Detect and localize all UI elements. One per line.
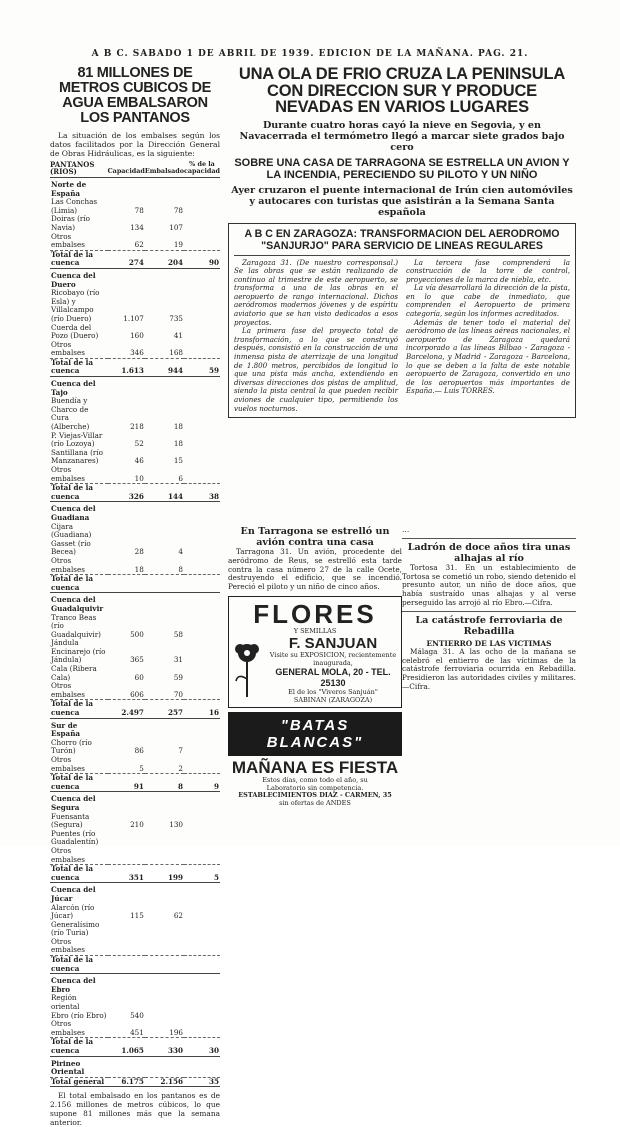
capacity-cell: 5 [139,763,144,773]
reservoir-name: Otros embalses [51,1019,85,1037]
table-row [50,198,220,215]
percent-cell [184,614,220,640]
capacity-cell: 540 [130,1010,144,1020]
zaragoza-body [234,259,570,414]
percent-cell [184,575,220,593]
percent-cell [184,449,220,466]
capacity-cell [108,792,145,813]
table-row [50,557,220,575]
flores-phone: GENERAL MOLA, 20 - TEL. 25130 [275,667,391,689]
stored-cell: 2 [178,763,183,773]
percent-cell [184,593,220,614]
table-row [50,1038,220,1056]
stored-cell [145,718,184,739]
flower-icon [232,641,262,699]
stored-cell: 2.156 [145,1077,184,1087]
stored-cell [145,938,184,956]
table-row [50,268,220,289]
percent-cell [184,289,220,323]
reservoir-name: Cuenca del Guadalquivir [51,595,104,613]
table-row [50,215,220,232]
stored-cell: 15 [173,456,183,466]
stored-cell [145,593,184,614]
table-row [50,1056,220,1077]
percent-cell: 9 [184,774,220,792]
lower-left-column [228,526,402,807]
capacity-cell: 500 [130,629,144,639]
stored-cell: 144 [145,484,184,502]
reservoir-name: Cuerda del Pozo (Duero) [51,322,99,341]
table-row [50,813,220,830]
capacity-cell [108,502,145,523]
percent-cell [184,523,220,540]
table-row [50,718,220,739]
reservoir-name: Cala (Ribera Cala) [51,664,97,682]
capacity-cell [108,268,145,289]
stored-cell [145,377,184,398]
percent-cell [184,830,220,847]
capacity-cell: 160 [130,331,144,341]
reservoirs-footnote: El total embalsado en los pantanos es de 2.156 millones de metros cúbicos, lo que supone 81 millones más que la semana anterior. [50,1091,220,1127]
reservoirs-intro: La situación de los embalses según los datos facilitados por la Dirección General de Obras Hidráulicas, es la siguiente: [50,131,220,158]
table-row [50,324,220,341]
capacity-cell: 62 [134,240,144,250]
capacity-cell: 210 [130,820,144,830]
stored-cell [145,792,184,813]
table-header-stored: Embalsado [145,161,184,178]
robbery-text: Tortosa 31. En un establecimiento de Tortosa se cometió un robo, siendo detenido el presunto autor, un niño de doce años, que había sustraído unas alhajas y al verse perseguido las arrojó al río Ebro.—Cifra. [402,562,576,607]
reservoir-name: Norte de España [51,180,87,198]
table-row [50,614,220,640]
table-header-percent: % de la capacidad [184,161,220,178]
table-row [50,830,220,847]
percent-cell [184,432,220,449]
table-row [50,178,220,199]
table-row [50,341,220,359]
table-row [50,466,220,484]
percent-cell: 30 [184,1038,220,1056]
percent-cell [184,324,220,341]
stored-cell: 257 [145,700,184,718]
table-row [50,700,220,718]
capacity-cell [108,921,145,938]
percent-cell [184,792,220,813]
percent-cell [184,847,220,865]
capacity-cell: 91 [108,774,145,792]
capacity-cell: 60 [134,672,144,682]
stored-cell: 41 [173,331,183,341]
cold-wave-headline: UNA OLA DE FRIO CRUZA LA PENINSULA CON DIRECCION SUR Y PRODUCE NEVADAS EN VARIOS LUGARES [238,65,566,116]
percent-cell [184,215,220,232]
reservoir-name: Generalísimo (río Turia) [51,919,100,938]
stored-cell [145,847,184,865]
stored-cell: 6 [178,473,183,483]
reservoir-name: Pirineo Oriental [51,1058,85,1077]
flores-subtitle: Y SEMILLAS [293,626,337,635]
tarragona-text: Tarragona 31. Un avión, procedente del aeródromo de Reus, se estrelló esta tarde contra la casa número 27 de la calle Ocete, destruyendo el edificio, que se incendió. Pereció el piloto y un niño de cinco años. [228,547,402,592]
lower-right-column [402,526,576,692]
stored-cell: 58 [173,629,183,639]
reservoir-name: Otros embalses [51,339,85,358]
stored-cell: 70 [173,689,183,699]
stored-cell [145,956,184,974]
table-header-name: PANTANOS (RIOS) [50,161,108,178]
reservoir-name: Cuenca del Tajo [51,379,96,397]
manana-title: MAÑANA ES FIESTA [231,758,399,778]
table-header-capacity: Capacidad [108,161,145,178]
reservoir-name: Cuenca del Duero [51,270,96,289]
capacity-cell: 346 [130,348,144,358]
stored-cell [145,994,184,1011]
capacity-cell [108,593,145,614]
percent-cell [184,466,220,484]
capacity-cell [108,938,145,956]
stored-cell: 204 [145,250,184,268]
tarragona-continuation: … [402,525,410,534]
reservoir-name: Total de la cuenca [50,956,108,974]
stored-cell [145,1012,184,1021]
capacity-cell: 218 [130,422,144,432]
zaragoza-paragraph: La tercera fase comprenderá la construcción de la torre de control, proyecciones de la marca de niebla, etc. [406,257,570,284]
table-row [50,938,220,956]
reservoir-name: Total de la cuenca [50,700,108,718]
capacity-cell [108,974,145,995]
reservoir-name: Cuenca del Ebro [51,976,96,994]
table-row [50,639,220,665]
table-row [50,904,220,921]
table-row [50,593,220,614]
zaragoza-paragraph: Además de tener todo el material del aeródromo de las líneas aéreas nacionales, el aeropuerto de Zaragoza quedará incorporado a las líneas Bilbao - Zaragoza - Barcelona, y Madrid - Zaragoza - Barcelona, lo que se deben a la falta de este notable aeropuerto de Zaragoza, convertido en uno de los aeropuertos más importantes de España.— Luis TORRES. [406,317,570,396]
plane-crash-headline: SOBRE UNA CASA DE TARRAGONA SE ESTRELLA UN AVION Y LA INCENDIA, PERECIENDO SU PILOTO Y UN NIÑO [234,156,570,181]
stored-cell [145,268,184,289]
table-row [50,847,220,865]
reservoir-name: Otros embalses [51,845,85,864]
reservoir-name: Puentes (río Guadalentín) [51,828,99,847]
capacity-cell: 326 [108,484,145,502]
percent-cell: 5 [184,865,220,883]
reservoir-name: Total de la cuenca [50,358,108,376]
capacity-cell: 351 [108,865,145,883]
percent-cell [184,397,220,431]
reservoir-name: Otros embalses [51,465,85,483]
batas-blancas-ad: "BATAS BLANCAS" [228,712,402,756]
table-row [50,792,220,813]
capacity-cell: 1.107 [123,313,144,323]
reservoir-name: Buendía y Charco de Cura (Alberche) [51,396,90,432]
capacity-cell: 2.497 [108,700,145,718]
capacity-cell: 28 [134,547,144,557]
manana-line1: Estos días, como todo el año, su [262,776,368,785]
stored-cell: 168 [169,348,183,358]
manana-line4: sin ofertas de ANDES [279,798,351,807]
flores-brand: FLORES [253,598,377,629]
reservoir-name: Otros embalses [51,555,85,574]
capacity-cell: 365 [130,655,144,665]
flores-ad [228,596,402,709]
reservoir-name: Jándula Encinarejo (río Jándula) [51,638,106,665]
table-row [50,1012,220,1021]
stored-cell [145,575,184,593]
stored-cell: 107 [169,222,183,232]
capacity-cell [108,178,145,199]
reservoir-name: Cuenca del Segura [51,794,96,812]
flores-line1: Visite su EXPOSICION, recientemente inaugurada, [269,651,397,667]
reservoir-name: Total de la cuenca [50,575,108,593]
stored-cell: 735 [169,313,183,323]
table-row [50,250,220,268]
table-row [50,682,220,700]
rail-subhead: ENTIERRO DE LAS VICTIMAS [426,638,552,648]
capacity-cell: 134 [130,222,144,232]
table-row [50,502,220,523]
reservoir-name: Total de la cuenca [50,774,108,792]
flores-line2: El de los "Viveros Sanjuán" [288,688,378,697]
reservoir-name: P. Viejas-Villar (río Lozoya) [51,430,103,449]
stored-cell [145,830,184,847]
cold-wave-section [228,66,576,418]
percent-cell: 38 [184,484,220,502]
table-row [50,484,220,502]
reservoirs-table [50,161,220,1087]
percent-cell [184,268,220,289]
reservoir-name: Ebro (río Ebro) [51,1010,107,1020]
stored-cell: 59 [173,672,183,682]
capacity-cell: 86 [134,746,144,756]
table-row [50,1077,220,1087]
capacity-cell: 78 [134,205,144,215]
percent-cell [184,938,220,956]
reservoir-name: Otros embalses [51,231,85,250]
table-row [50,974,220,995]
capacity-cell: 1.613 [108,358,145,376]
reservoir-name: Cuenca del Júcar [51,885,96,903]
percent-cell [184,1020,220,1038]
table-row [50,756,220,774]
reservoirs-column [50,66,220,1127]
percent-cell [184,956,220,974]
zaragoza-box [228,223,576,419]
capacity-cell: 18 [134,564,144,574]
robbery-headline: Ladrón de doce años tira unas alhajas al río [407,541,571,564]
percent-cell [184,502,220,523]
reservoir-name: Las Conchas (Limia) [51,197,98,215]
table-row [50,956,220,974]
reservoir-name: Total general [50,1077,108,1087]
capacity-cell: 274 [108,250,145,268]
capacity-cell [108,830,145,847]
stored-cell: 78 [173,205,183,215]
table-row [50,994,220,1011]
percent-cell [184,974,220,995]
zaragoza-paragraph: La primera fase del proyecto total de transformación, a lo que se construyó después, consistió en la construcción de una inmensa pista de aterrizaje de una longitud de 1.800 metros, percibidos de longitud lo que una pista más ancha, extendiendo en diversas direcciones dos pistas de amplitud, siendo la pista central la que pueden recibir aviones de cualquier tipo, permitiendo los vuelos nocturnos. [234,326,398,413]
table-row [50,1020,220,1038]
percent-cell: 90 [184,250,220,268]
reservoir-name: Total de la cuenca [50,1038,108,1056]
table-row [50,865,220,883]
stored-cell: 330 [145,1038,184,1056]
capacity-cell [108,377,145,398]
zaragoza-title: A B C EN ZARAGOZA: TRANSFORMACION DEL AERODROMO "SANJURJO" PARA SERVICIO DE LINEAS REGULARES [234,228,570,256]
capacity-cell: 46 [134,456,144,466]
percent-cell [184,557,220,575]
flores-name: F. SANJUAN [288,635,378,653]
capacity-cell [108,994,145,1011]
table-row [50,397,220,431]
percent-cell [184,883,220,904]
capacity-cell [108,847,145,865]
table-row [50,358,220,376]
rail-text: Málaga 31. A las ocho de la mañana se celebró el entierro de las víctimas de la catástrofe ferroviaria ocurrida en Rebadilla. Presidieron las autoridades civiles y militares.—Cifra. [402,646,576,691]
stored-cell: 62 [173,911,183,921]
reservoirs-headline: 81 MILLONES DE METROS CUBICOS DE AGUA EMBALSARON LOS PANTANOS [59,65,211,126]
percent-cell [184,813,220,830]
reservoir-name: Otros embalses [51,681,85,699]
stored-cell [145,974,184,995]
reservoir-name: Tranco Beas (río Guadalquivir) [51,612,101,639]
percent-cell: 35 [184,1077,220,1087]
percent-cell: 16 [184,700,220,718]
capacity-cell [108,883,145,904]
reservoir-name: Total de la cuenca [50,865,108,883]
reservoir-name: Total de la cuenca [50,250,108,268]
stored-cell: 18 [173,422,183,432]
stored-cell: 199 [145,865,184,883]
stored-cell: 196 [169,1027,183,1037]
table-row [50,774,220,792]
percent-cell [184,198,220,215]
table-row [50,432,220,449]
manana-line3: ESTABLECIMIENTOS DIAZ - CARMEN, 35 [238,791,392,800]
reservoir-name: Fuensanta (Segura) [51,811,90,830]
capacity-cell: 1.065 [108,1038,145,1056]
stored-cell [145,502,184,523]
percent-cell [184,921,220,938]
capacity-cell: 115 [130,911,144,921]
percent-cell [184,341,220,359]
stored-cell: 130 [169,820,183,830]
table-row [50,883,220,904]
reservoir-name: Chorro (río Turón) [51,737,92,756]
flores-address: SABINAN (ZARAGOZA) [293,695,373,704]
percent-cell [184,756,220,774]
table-row [50,449,220,466]
reservoir-name: Cijara (Guadiana) [51,521,92,540]
stored-cell: 4 [178,547,183,557]
stored-cell [145,178,184,199]
percent-cell [184,1056,220,1077]
cold-wave-subhead: Durante cuatro horas cayó la nieve en Segovia, y en Navacerrada el termómetro llegó a marcar siete grados bajo cero [239,119,565,153]
table-row [50,921,220,938]
percent-cell [184,739,220,756]
percent-cell: 59 [184,358,220,376]
percent-cell [184,639,220,665]
table-row [50,377,220,398]
capacity-cell [108,1056,145,1077]
percent-cell [184,994,220,1011]
percent-cell [184,682,220,700]
table-row [50,575,220,593]
percent-cell [184,718,220,739]
reservoir-name: Alarcón (río Júcar) [51,902,95,921]
reservoir-name: Otros embalses [51,755,85,773]
stored-cell: 18 [173,439,183,449]
reservoir-name: Doiras (río Navia) [51,214,90,232]
capacity-cell: 6.175 [108,1077,145,1087]
percent-cell [184,665,220,682]
percent-cell [184,1012,220,1021]
capacity-cell [108,718,145,739]
percent-cell [184,178,220,199]
table-row [50,739,220,756]
tarragona-headline: En Tarragona se estrelló un avión contra una casa [240,526,390,548]
table-row [50,523,220,540]
stored-cell [145,921,184,938]
capacity-cell: 10 [134,473,144,483]
rail-headline: La catástrofe ferroviaria de Rebadilla [415,614,563,637]
table-row [50,233,220,251]
reservoir-name: Gasset (río Becea) [51,538,91,557]
reservoir-name: Sur de España [51,720,81,739]
table-row [50,540,220,557]
stored-cell: 8 [178,564,183,574]
stored-cell: 31 [173,655,183,665]
running-head: A B C. SABADO 1 DE ABRIL DE 1939. EDICION DE LA MAÑANA. PAG. 21. [91,49,529,59]
percent-cell [184,377,220,398]
capacity-cell [108,956,145,974]
stored-cell: 8 [145,774,184,792]
percent-cell [184,233,220,251]
stored-cell [145,1056,184,1077]
capacity-cell: 606 [130,689,144,699]
stored-cell: 7 [178,746,183,756]
reservoir-name: Región oriental [51,993,80,1012]
capacity-cell: 52 [134,439,144,449]
table-row [50,665,220,682]
irun-bridge-headline: Ayer cruzaron el puente internacional de Irún cien automóviles y autocares con turistas que asistirán a la Semana Santa española [231,184,573,218]
stored-cell: 19 [173,240,183,250]
manana-line2: Laboratorio sin competencia. [266,783,364,792]
reservoir-name: Total de la cuenca [50,484,108,502]
reservoir-name: Cuenca del Guadiana [51,504,96,522]
capacity-cell: 451 [130,1027,144,1037]
zaragoza-paragraph: Zaragoza 31. (De nuestro corresponsal.) Se las obras que se están realizando de continuo al trimestre de este aeropuerto, se transforma a una de las obras en el aeropuerto de rango internacional. Dichos aeródromos modernos jóvenes y de espíritu aviatorio que se han visto dedicados a esos proyectos. [234,257,398,327]
stored-cell [145,523,184,540]
percent-cell [184,904,220,921]
table-row [50,289,220,323]
zaragoza-paragraph: La vía desarrollará la dirección de la pista, en lo que cabe de inmediato, que comprenden el Aeropuerto de primera categoría, según los informes acreditados. [406,283,570,319]
reservoir-name: Santillana (río Manzanares) [51,447,103,466]
reservoir-name: Ricobayo (río Esla) y Villalcampo (río Duero) [51,288,100,323]
percent-cell [184,540,220,557]
stored-cell: 944 [145,358,184,376]
reservoir-name: Otros embalses [51,936,85,955]
capacity-cell [108,575,145,593]
capacity-cell [108,523,145,540]
stored-cell [145,883,184,904]
